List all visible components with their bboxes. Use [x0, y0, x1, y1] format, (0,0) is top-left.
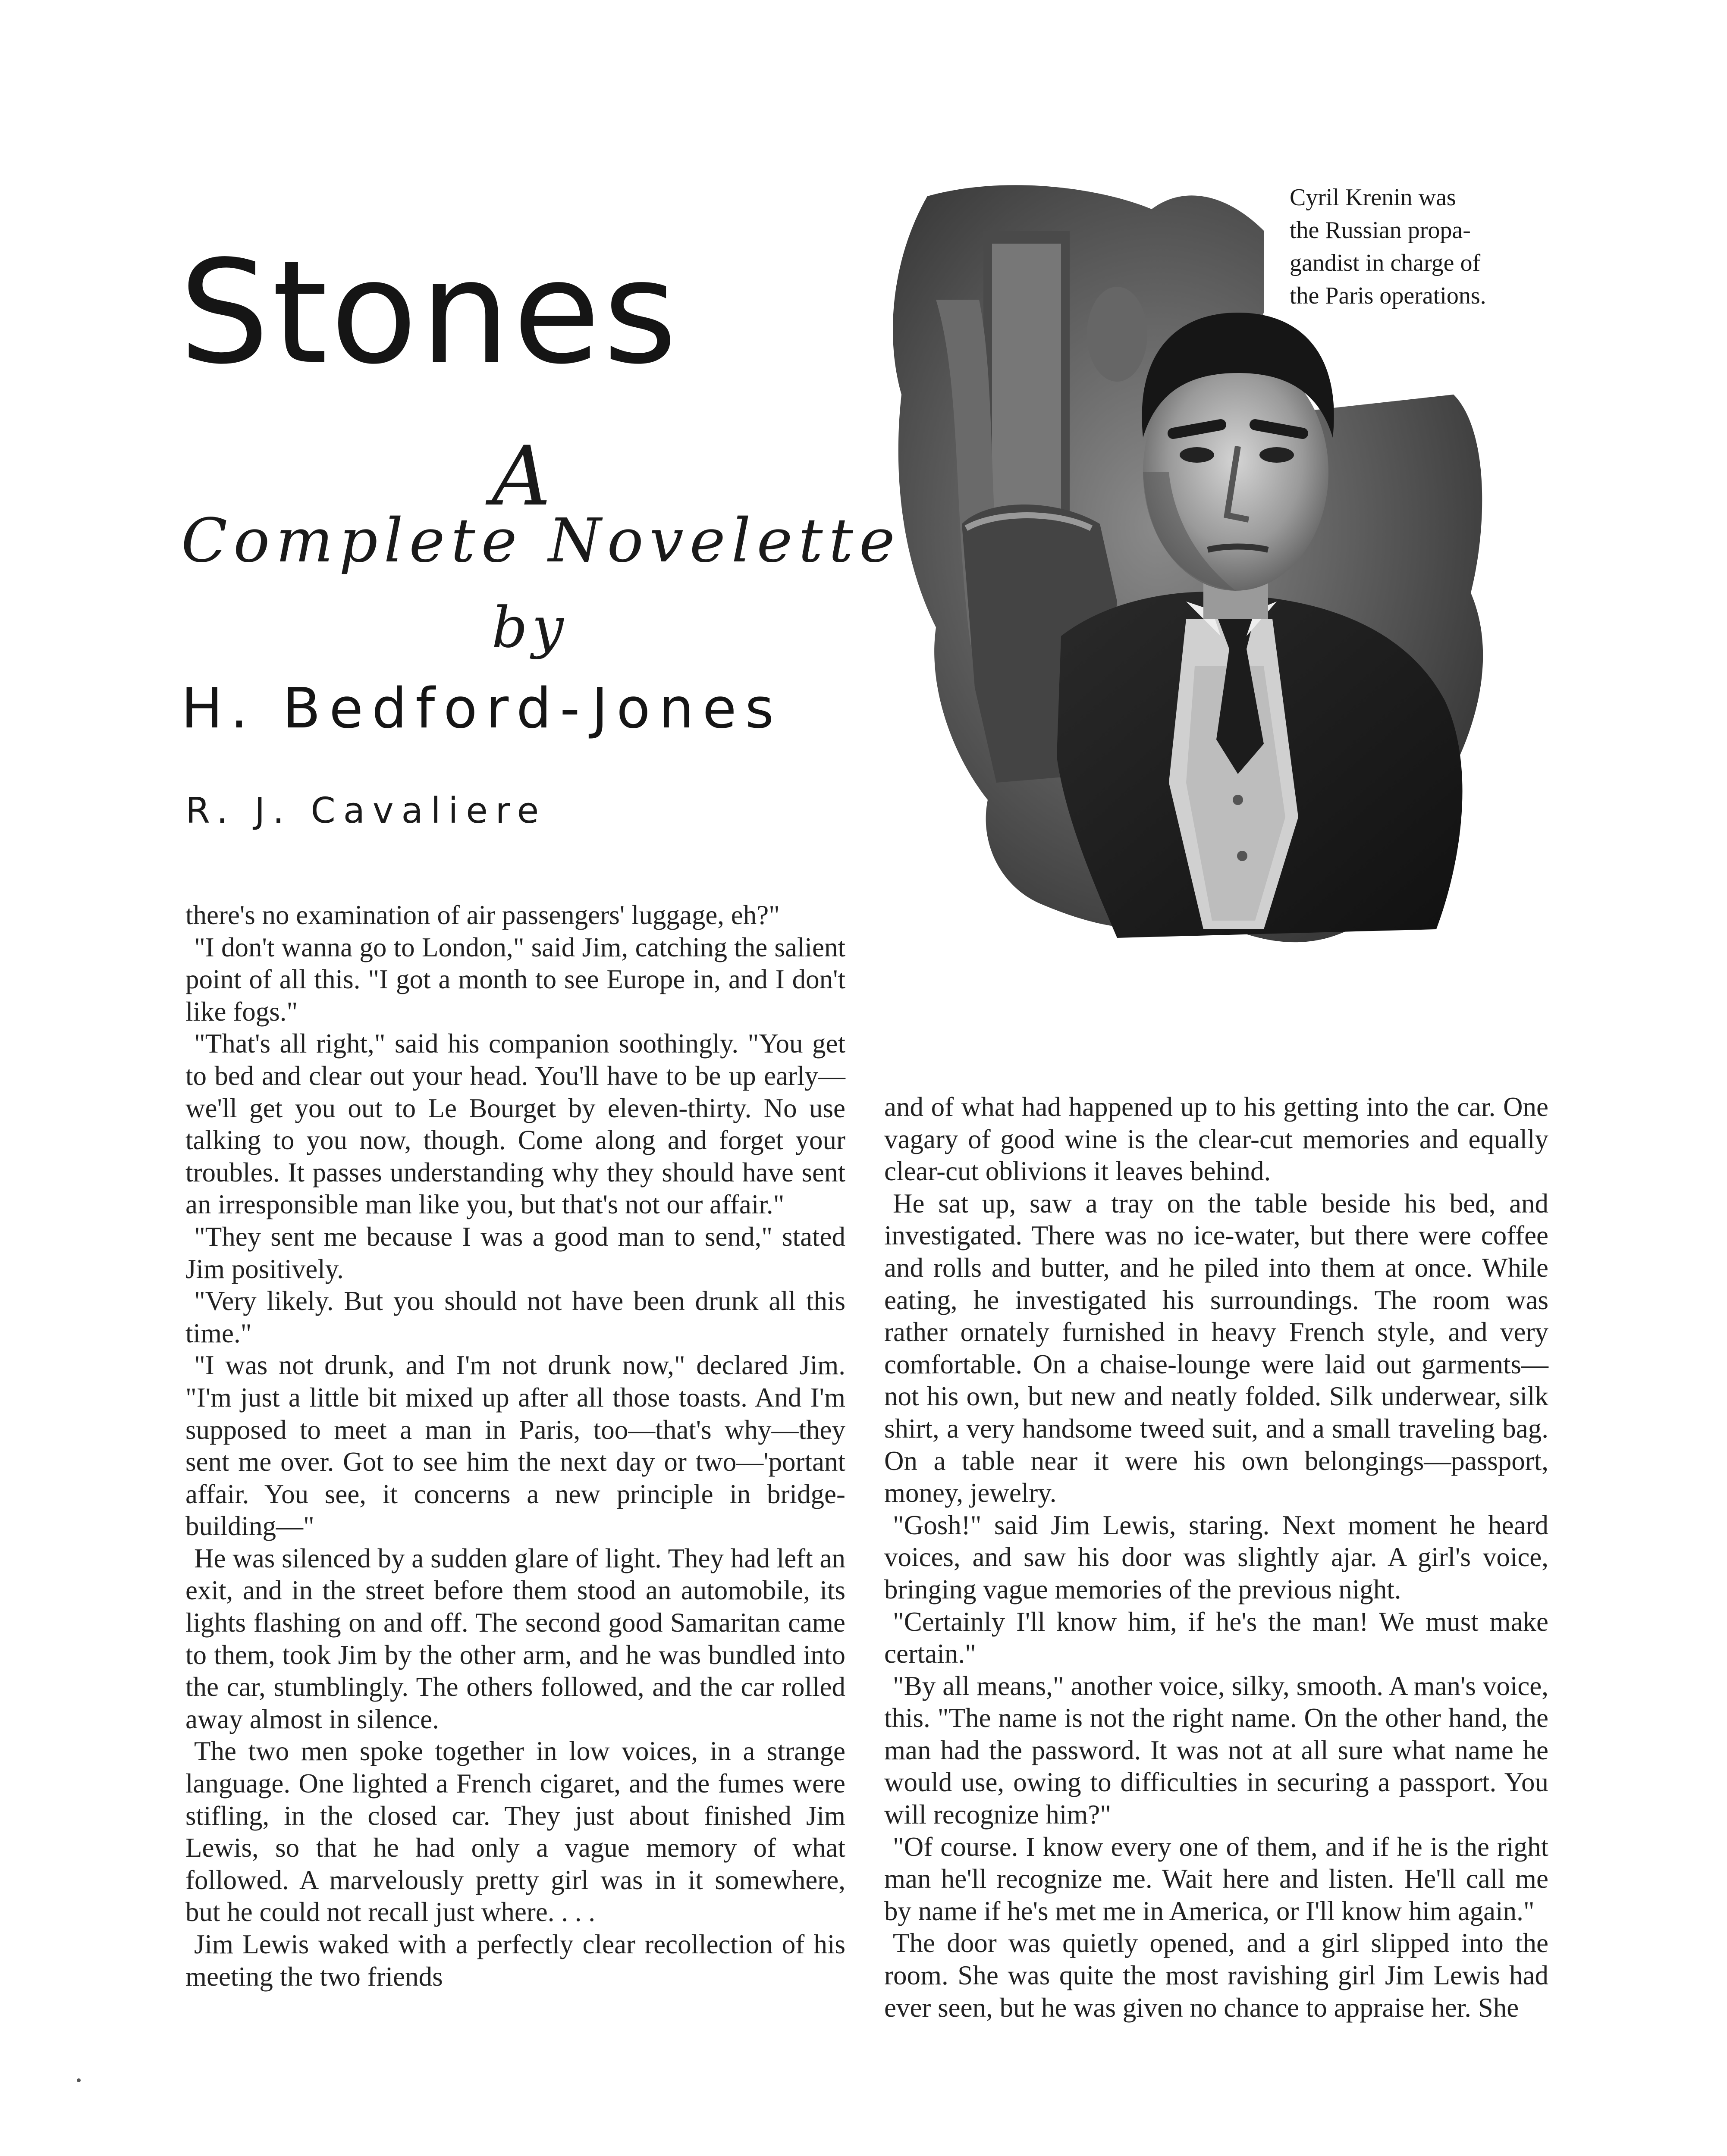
- right-text-column: [884, 1091, 1548, 2024]
- paragraph: "Very likely. But you should not have been drunk all this time.": [185, 1286, 845, 1348]
- paragraph: The two men spoke together in low voices, in a strange language. One lighted a French cigaret, and the fumes were stifling, in the closed car. They just about finished Jim Lewis, so that he had only a vague memory of what followed. A marvelously pretty girl was in it somewhere, but he could not recall just where. . . .: [185, 1736, 845, 1927]
- caption-line: the Paris operations.: [1290, 282, 1486, 309]
- paragraph: "Certainly I'll know him, if he's the man! We must make certain.": [884, 1606, 1548, 1669]
- paragraph: "Of course. I know every one of them, and if he is the right man he'll recognize me. Wait here and listen. He'll call me by name if he's met me in America, or I'll know him again.": [884, 1831, 1548, 1926]
- story-title: Stones: [179, 230, 680, 395]
- paragraph: there's no examination of air passengers' luggage, eh?": [185, 900, 780, 930]
- paragraph: He sat up, saw a tray on the table beside his bed, and investigated. There was no ice-water, but there were coffee and rolls and butter, and he piled into them at once. While eating, he investigated his surroundings. The room was rather ornately furnished in heavy French style, and very comfortable. On a chaise-lounge were laid out garments—not his own, but new and neatly folded. Silk underwear, silk shirt, a very handsome tweed suit, and a small traveling bag. On a table near it were his own belongings—passport, money, jewelry.: [884, 1188, 1548, 1508]
- paragraph: "That's all right," said his companion soothingly. "You get to bed and clear out your head. You'll have to be up early—we'll get you out to Le Bourget by eleven-thirty. No use talking to you now, though. Come along and forget your troubles. It passes understanding why they should have sent an irresponsible man like you, but that's not our affair.": [185, 1028, 845, 1220]
- caption-line: the Russian propa-: [1290, 217, 1471, 244]
- illustration-caption: [1290, 181, 1548, 312]
- print-speck: [77, 2078, 81, 2082]
- paragraph: "Gosh!" said Jim Lewis, staring. Next moment he heard voices, and saw his door was slightly ajar. A girl's voice, bringing vague memories of the previous night.: [884, 1510, 1548, 1604]
- paragraph: "They sent me because I was a good man to send," stated Jim positively.: [185, 1221, 845, 1284]
- paragraph: and of what had happened up to his getting into the car. One vagary of good wine is the clear-cut memories and equally clear-cut oblivions it leaves behind.: [884, 1092, 1548, 1187]
- subtitle-by: by: [492, 595, 568, 660]
- subtitle-complete-novelette: Complete Novelette: [181, 506, 901, 576]
- caption-line: gandist in charge of: [1290, 250, 1481, 276]
- paragraph: The door was quietly opened, and a girl slipped into the room. She was quite the most ravishing girl Jim Lewis had ever seen, but he was given no chance to appraise her. She: [884, 1928, 1548, 2023]
- paragraph: He was silenced by a sudden glare of light. They had left an exit, and in the street before them stood an automobile, its lights flashing on and off. The second good Samaritan came to them, took Jim by the other arm, and he was bundled into the car, stumblingly. The others followed, and the car rolled away almost in silence.: [185, 1543, 845, 1734]
- paragraph: Jim Lewis waked with a perfectly clear recollection of his meeting the two friends: [185, 1929, 845, 1992]
- left-text-column: [185, 899, 845, 1993]
- subtitle-article: A: [492, 429, 551, 524]
- illustrator-credit: R. J. Cavaliere: [185, 790, 547, 831]
- paragraph: "By all means," another voice, silky, smooth. A man's voice, this. "The name is not the right name. On the other hand, the man had the password. It was not at all sure what name he would use, owing to difficulties in securing a passport. You will recognize him?": [884, 1670, 1548, 1830]
- paragraph: "I don't wanna go to London," said Jim, catching the salient point of all this. "I got a month to see Europe in, and I don't like fogs.": [185, 932, 845, 1027]
- author-byline: H. Bedford-Jones: [181, 677, 783, 741]
- paragraph: "I was not drunk, and I'm not drunk now," declared Jim. "I'm just a little bit mixed up after all those toasts. And I'm supposed to meet a man in Paris, too—that's why—they sent me over. Got to see him the next day or two—'portant affair. You see, it concerns a new principle in bridge-building—": [185, 1350, 845, 1542]
- caption-line: Cyril Krenin was: [1290, 184, 1456, 211]
